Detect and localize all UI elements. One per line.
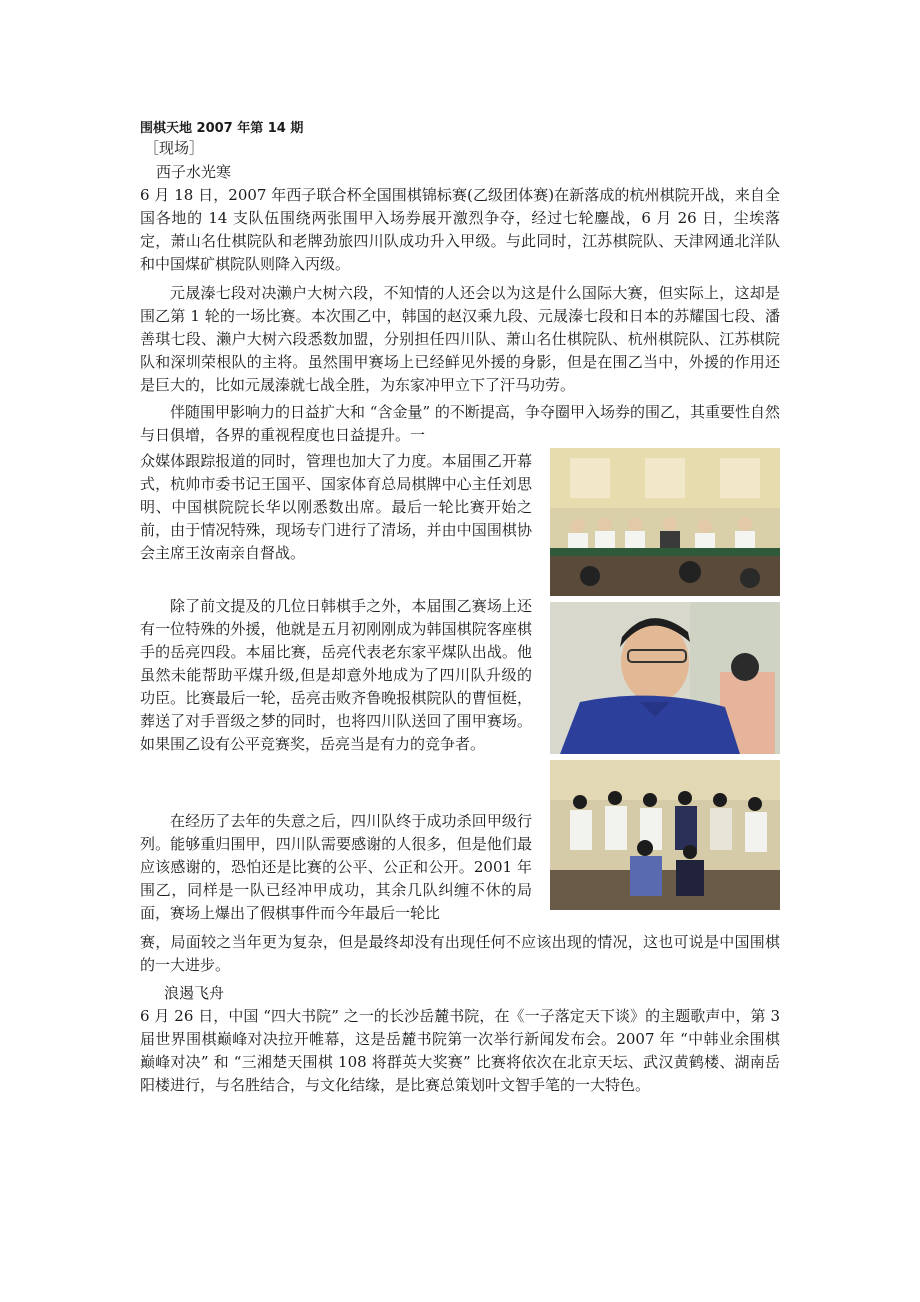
photo-team-group (550, 760, 780, 910)
section-label: ［现场］ (144, 139, 205, 157)
subtitle-langefeizhou: 浪遏飞舟 (164, 984, 225, 1002)
paragraph-6: 6 月 26 日，中国 “四大书院” 之一的长沙岳麓书院，在《一子落定天下谈》的主题歌声中，第 3 届世界围棋巅峰对决拉开帷幕，这是岳麓书院第一次举行新闻发布会。2007 年 “中韩业余围棋巅峰对决” 和 “三湘楚天围棋 108 将群英大奖赛” 比赛将依次在北京天坛、武汉黄鹤楼、湖南岳阳楼进行，与名胜结合，与文化结缘，是比赛总策划叶文智手笔的一大特色。 (140, 1007, 780, 1094)
subtitle-xizi: 西子水光寒 (156, 163, 232, 181)
page-heading: 围棋天地 2007 年第 14 期 (140, 121, 304, 136)
paragraph-3-start: 伴随围甲影响力的日益扩大和 “含金量” 的不断提高，争夺圈甲入场券的围乙，其重要性自然与日俱增，各界的重视程度也日益提升。一 (140, 403, 780, 444)
paragraph-2: 元晟溱七段对决濑户大树六段，不知情的人还会以为这是什么国际大赛，但实际上，这却是围乙第 1 轮的一场比赛。本次围乙中，韩国的赵汉乘九段、元晟溱七段和日本的苏耀国七段、潘善琪七段、濑户大树六段悉数加盟，分别担任四川队、萧山名仕棋院队、杭州棋院队、江苏棋院队和深圳荣根队的主将。虽然围甲赛场上已经鲜见外援的身影，但是在围乙当中，外援的作用还是巨大的，比如元晟溱就七战全胜，为东家冲甲立下了汗马功劳。 (140, 284, 780, 394)
paragraph-4: 除了前文提及的几位日韩棋手之外，本届围乙赛场上还有一位特殊的外援，他就是五月初刚刚成为韩国棋院客座棋手的岳亮四段。本届比赛，岳亮代表老东家平煤队出战。他虽然未能帮助平煤升级,但是却意外地成为了四川队升级的功臣。比赛最后一轮，岳亮击败齐鲁晚报棋院队的曹恒梃，葬送了对手晋级之梦的同时，也将四川队送回了围甲赛场。如果围乙设有公平竞赛奖，岳亮当是有力的竞争者。 (140, 597, 532, 753)
photo-opening-ceremony (550, 448, 780, 596)
paragraph-5-cont: 赛，局面较之当年更为复杂，但是最终却没有出现任何不应该出现的情况，这也可说是中国围棋的一大进步。 (140, 933, 780, 974)
paragraph-5-start: 在经历了去年的失意之后，四川队终于成功杀回甲级行列。能够重归围甲，四川队需要感谢的人很多，但是他们最应该感谢的，恐怕还是比赛的公平、公正和公开。2001 年围乙，同样是一队已经冲甲成功，其余几队纠缠不休的局面，赛场上爆出了假棋事件而今年最后一轮比 (140, 812, 532, 922)
photo-player-portrait (550, 602, 780, 754)
paragraph-1: 6 月 18 日，2007 年西子联合杯全国围棋锦标赛(乙级团体赛)在新落成的杭州棋院开战，来自全国各地的 14 支队伍围绕两张围甲入场券展开激烈争夺，经过七轮鏖战，6 月 26 日，尘埃落定，萧山名仕棋院队和老牌劲旅四川队成功升入甲级。与此同时，江苏棋院队、天津网通北洋队和中国煤矿棋院队则降入丙级。 (140, 186, 780, 273)
paragraph-3-cont: 众媒体跟踪报道的同时，管理也加大了力度。本届围乙开幕式，杭帅市委书记王国平、国家体育总局棋牌中心主任刘思明、中国棋院院长华以刚悉数出席。最后一轮比赛开始之前，由于情况特殊，现场专门进行了清场，并由中国围棋协会主席王汝南亲自督战。 (140, 452, 532, 562)
